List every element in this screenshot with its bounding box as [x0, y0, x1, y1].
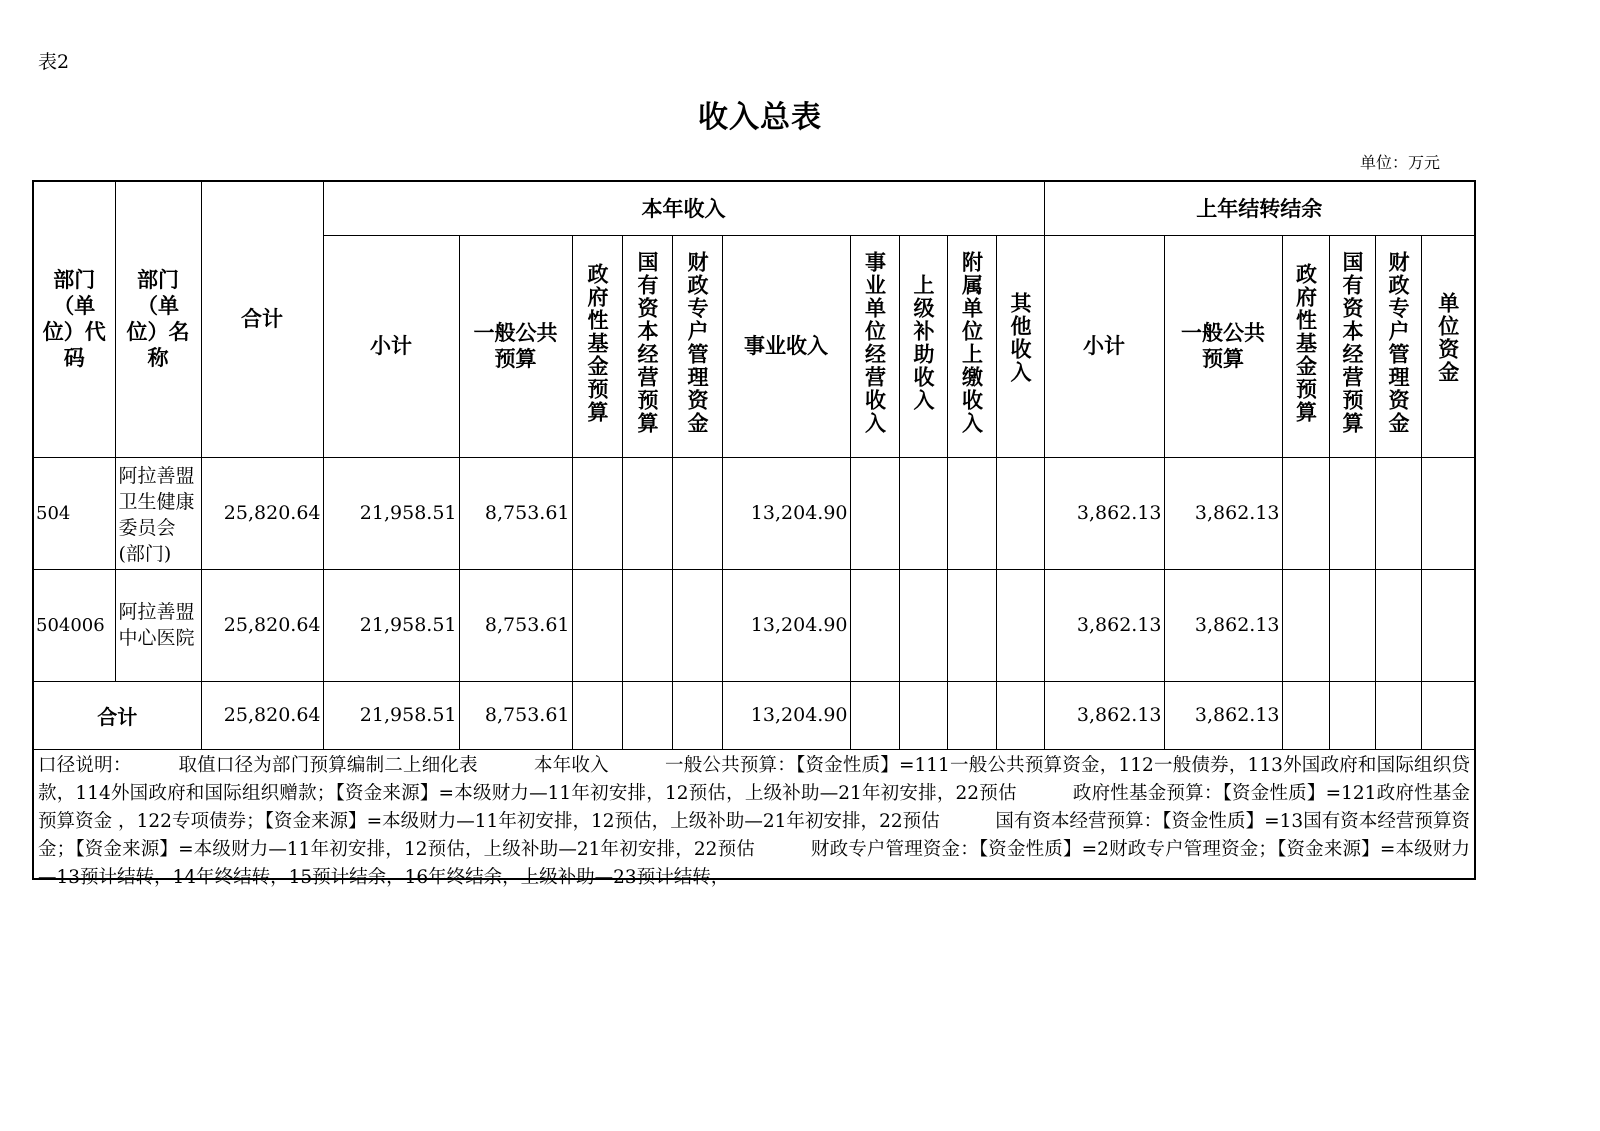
cell [1282, 569, 1329, 681]
cell: 21,958.51 [323, 457, 459, 569]
cell [622, 681, 672, 749]
cell [947, 681, 996, 749]
cell [996, 569, 1044, 681]
col-current-superior-subsidy: 上级补助收入 [899, 235, 947, 457]
cell [1375, 457, 1421, 569]
cell [1329, 457, 1375, 569]
cell [899, 569, 947, 681]
cell: 8,753.61 [459, 457, 572, 569]
cell [672, 569, 722, 681]
col-current-state-capital: 国有资本经营预算 [622, 235, 672, 457]
cell [899, 681, 947, 749]
cell [622, 457, 672, 569]
row-dept-name: 阿拉善盟卫生健康委员会(部门) [115, 457, 201, 569]
col-current-subtotal: 小计 [323, 235, 459, 457]
cell [850, 457, 899, 569]
col-current-other-income: 其他收入 [996, 235, 1044, 457]
totals-label: 合计 [33, 681, 201, 749]
cell [850, 569, 899, 681]
cell: 3,862.13 [1164, 457, 1282, 569]
totals-row [33, 681, 1475, 749]
cell [1375, 681, 1421, 749]
col-carryover-gov-fund: 政府性基金预算 [1282, 235, 1329, 457]
cell [572, 681, 622, 749]
row-dept-code: 504 [33, 457, 115, 569]
cell [1329, 681, 1375, 749]
cell: 8,753.61 [459, 569, 572, 681]
caliber-note: 口径说明： 取值口径为部门预算编制二上细化表 本年收入 一般公共预算：【资金性质】=111一般公共预算资金，112一般债券，113外国政府和国际组织贷款，114外国政府和国际组织赠款；【资金来源】=本级财力—11年初安排，12预估，上级补助—21年初安排，22预估 政府性基金预算：【资金性质】=121政府性基金预算资金 ，122专项债券；【资金来源】=本级财力—11年初安排，12预估，上级补助—21年初安排，22预估 国有资本经营预算：【资金性质】=13国有资本经营预算资金；【资金来源】=本级财力—11年初安排，12预估，上级补助—21年初安排，22预估 财政专户管理资金：【资金性质】=2财政专户管理资金；【资金来源】=本级财力—13预计结转，14年终结转，15预计结余，16年终结余，上级补助—23预计结转， [33, 749, 1475, 879]
cell: 3,862.13 [1044, 569, 1164, 681]
cell [672, 681, 722, 749]
col-current-operating-income: 事业单位经营收入 [850, 235, 899, 457]
col-carryover-general-budget: 一般公共预算 [1164, 235, 1282, 457]
cell [622, 569, 672, 681]
cell [572, 569, 622, 681]
row-dept-code: 504006 [33, 569, 115, 681]
col-carryover-state-capital: 国有资本经营预算 [1329, 235, 1375, 457]
cell: 3,862.13 [1164, 569, 1282, 681]
cell [1282, 457, 1329, 569]
col-carryover-unit-funds: 单位资金 [1421, 235, 1475, 457]
cell: 13,204.90 [722, 569, 850, 681]
cell [1282, 681, 1329, 749]
cell [672, 457, 722, 569]
table-row [33, 457, 1475, 569]
col-total: 合计 [201, 181, 323, 457]
col-current-general-budget: 一般公共预算 [459, 235, 572, 457]
cell [1421, 681, 1475, 749]
col-dept-code: 部门（单位）代码 [33, 181, 115, 457]
cell [947, 569, 996, 681]
document-title: 收入总表 [698, 100, 822, 135]
col-dept-name: 部门（单位）名称 [115, 181, 201, 457]
col-carryover-subtotal: 小计 [1044, 235, 1164, 457]
cell [1329, 569, 1375, 681]
cell [850, 681, 899, 749]
cell: 3,862.13 [1044, 681, 1164, 749]
cell: 3,862.13 [1164, 681, 1282, 749]
cell: 21,958.51 [323, 681, 459, 749]
cell [947, 457, 996, 569]
row-total: 25,820.64 [201, 569, 323, 681]
col-current-business-income: 事业收入 [722, 235, 850, 457]
col-carryover-special-account: 财政专户管理资金 [1375, 235, 1421, 457]
col-current-special-account: 财政专户管理资金 [672, 235, 722, 457]
cell [1421, 457, 1475, 569]
cell: 13,204.90 [722, 457, 850, 569]
cell [1421, 569, 1475, 681]
cell [996, 681, 1044, 749]
cell [899, 457, 947, 569]
table-number: 表2 [38, 51, 70, 73]
cell: 3,862.13 [1044, 457, 1164, 569]
header-row-groups [33, 181, 1475, 235]
cell [996, 457, 1044, 569]
cell [572, 457, 622, 569]
col-current-affiliate-remit: 附属单位上缴收入 [947, 235, 996, 457]
row-total: 25,820.64 [201, 457, 323, 569]
group-current-year-income: 本年收入 [323, 181, 1044, 235]
group-carryover: 上年结转结余 [1044, 181, 1475, 235]
totals-total: 25,820.64 [201, 681, 323, 749]
row-dept-name: 阿拉善盟中心医院 [115, 569, 201, 681]
unit-label: 单位：万元 [1360, 153, 1441, 172]
income-summary-table [32, 180, 1476, 888]
cell [1375, 569, 1421, 681]
cell: 8,753.61 [459, 681, 572, 749]
cell: 13,204.90 [722, 681, 850, 749]
col-current-gov-fund: 政府性基金预算 [572, 235, 622, 457]
cell: 21,958.51 [323, 569, 459, 681]
note-row [33, 749, 1475, 879]
table-row [33, 569, 1475, 681]
